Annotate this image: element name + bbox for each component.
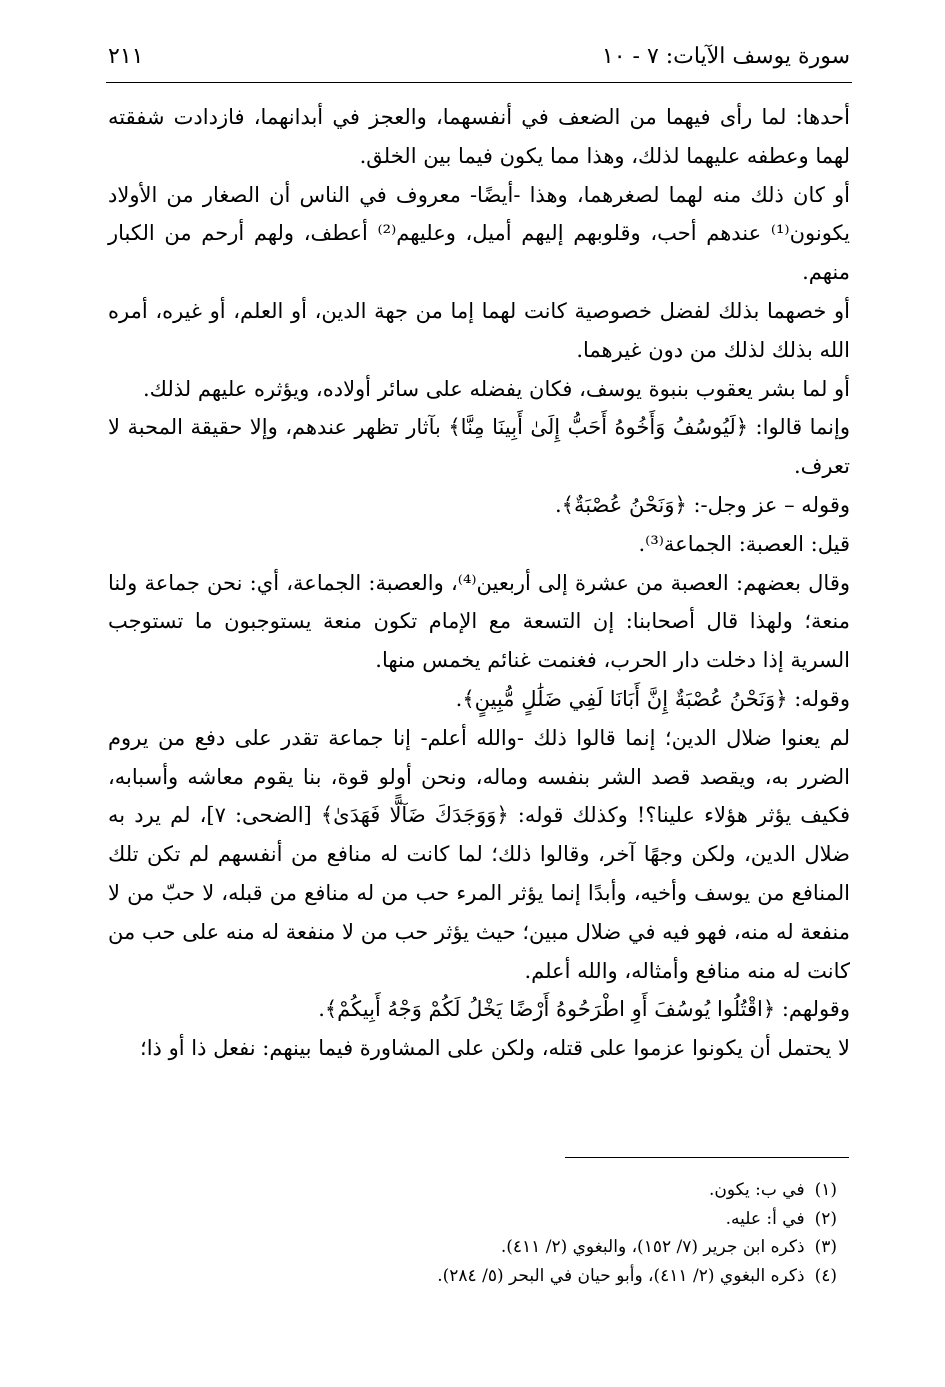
footnote-number: (٣) xyxy=(814,1237,837,1257)
footnote xyxy=(95,1233,837,1262)
footnote-number: (٢) xyxy=(814,1208,837,1229)
footnote-text: في أ: عليه. xyxy=(725,1208,805,1229)
paragraph: لم يعنوا ضلال الدين؛ إنما قالوا ذلك -والله أعلم- إنا جماعة تقدر على دفع من يروم الضرر به، ويقصد قصد الشر بنفسه وماله، ونحن أولو قوة، بنا يقوم معاشه وأسبابه، فكيف يؤثر هؤلاء علينا؟! وكذلك قوله: ﴿وَوَجَدَكَ ضَآلًّا فَهَدَىٰ﴾ [الضحى: ٧]، لم يرد به ضلال الدين، ولكن وجهًا آخر، وقالوا ذلك؛ لما كانت له منافع من أنفسهم لم تكن تلك المنافع من يوسف وأخيه، وأبدًا إنما يؤثر المرء حب من له منافع من قبله، لا حبّ من لا منفعة له منه، فهو فيه في ضلال مبين؛ حيث يؤثر حب من لا منفعة له منه على حب من كانت له منه منافع وأمثاله، والله أعلم. xyxy=(108,725,850,983)
header-rule xyxy=(106,82,852,83)
paragraph: أو كان ذلك منه لهما لصغرهما، وهذا -أيضًا- معروف في الناس أن الصغار من الأولاد يكونون⁽¹⁾ عندهم أحب، وقلوبهم إليهم أميل، وعليهم⁽²⁾ أعطف، ولهم أرحم من الكبار منهم. xyxy=(108,182,850,285)
running-header xyxy=(108,44,850,76)
paragraph: وقوله – عز وجل-: ﴿وَنَحْنُ عُصْبَةٌ﴾. xyxy=(554,492,850,517)
paragraph: لا يحتمل أن يكونوا عزموا على قتله، ولكن على المشاورة فيما بينهم: نفعل ذا أو ذا؛ xyxy=(140,1036,850,1061)
footnote xyxy=(95,1205,837,1234)
paragraph: وقوله: ﴿وَنَحْنُ عُصْبَةٌ إِنَّ أَبَانَا لَفِي ضَلَٰلٍ مُّبِينٍ﴾. xyxy=(455,686,850,711)
footnote-text: في ب: يكون. xyxy=(708,1180,805,1200)
page-number: ٢١١ xyxy=(108,44,144,69)
paragraph: وقال بعضهم: العصبة من عشرة إلى أربعين⁽⁴⁾، والعصبة: الجماعة، أي: نحن جماعة ولنا منعة؛ ولهذا قال أصحابنا: إن التسعة مع الإمام تكون منعة يستوجبون ما تستوجب السرية إذا دخلت دار الحرب، فغنمت غنائم يخمس منها. xyxy=(108,570,850,673)
footnote xyxy=(95,1262,837,1291)
header-title: سورة يوسف الآيات: ٧ - ١٠ xyxy=(601,44,850,69)
paragraph: أحدها: لما رأى فيهما من الضعف في أنفسهما، والعجز في أبدانهما، فازدادت شفقته لهما وعطفه عليهما لذلك، وهذا مما يكون فيما بين الخلق. xyxy=(108,105,850,168)
paragraph: أو خصهما بذلك لفضل خصوصية كانت لهما إما من جهة الدين، أو العلم، أو غيره، أمره الله بذلك لذلك من دون غيرهما. xyxy=(108,298,850,362)
footnote-text: ذكره ابن جرير (٧/ ١٥٢)، والبغوي (٢/ ٤١١). xyxy=(500,1237,805,1257)
footnotes xyxy=(95,1176,837,1290)
footnote-text: ذكره البغوي (٢/ ٤١١)، وأبو حيان في البحر (٥/ ٢٨٤). xyxy=(437,1265,805,1286)
footnote-number: (١) xyxy=(814,1180,837,1200)
footnote-number: (٤) xyxy=(814,1265,837,1286)
paragraph: وقولهم: ﴿اقْتُلُوا يُوسُفَ أَوِ اطْرَحُوهُ أَرْضًا يَخْلُ لَكُمْ وَجْهُ أَبِيكُمْ﴾. xyxy=(318,997,850,1022)
main-text xyxy=(108,98,850,1068)
footnote xyxy=(95,1176,837,1205)
paragraph: وإنما قالوا: ﴿لَيُوسُفُ وَأَخُوهُ أَحَبُّ إِلَىٰ أَبِينَا مِنَّا﴾ بآثار تظهر عندهم، وإلا حقيقة المحبة لا تعرف. xyxy=(108,415,850,479)
paragraph: أو لما بشر يعقوب بنبوة يوسف، فكان يفضله على سائر أولاده، ويؤثره عليهم لذلك. xyxy=(142,376,850,401)
footnote-rule xyxy=(565,1157,849,1158)
paragraph: قيل: العصبة: الجماعة⁽³⁾. xyxy=(638,531,850,556)
